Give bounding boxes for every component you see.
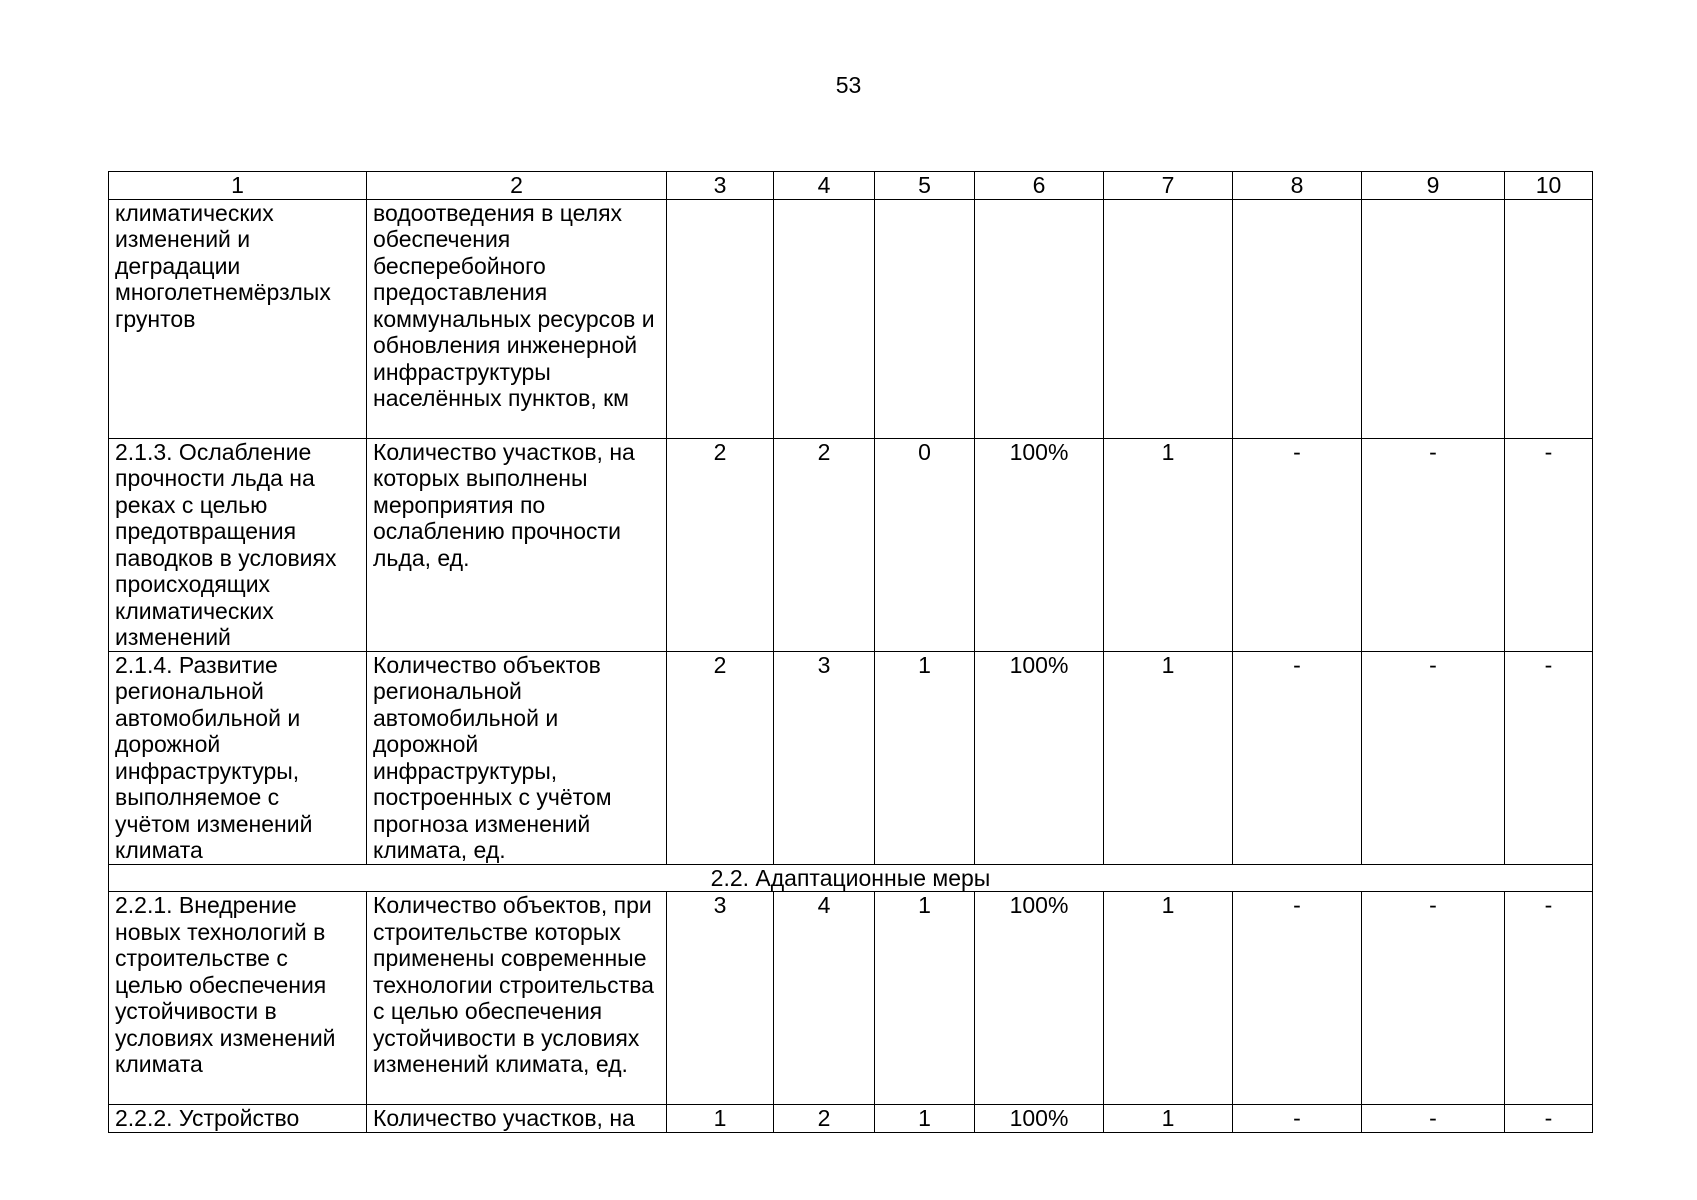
value-cell: 1 bbox=[1104, 651, 1233, 864]
value-cell: 2 bbox=[667, 651, 774, 864]
value-cell: - bbox=[1362, 892, 1505, 1105]
column-number-cell: 2 bbox=[367, 172, 667, 200]
value-cell: 2 bbox=[774, 1105, 875, 1133]
value-cell bbox=[1104, 199, 1233, 438]
measure-cell: 2.2.1. Внедрение новых технологий в строительстве с целью обеспечения устойчивости в условиях изменений климата bbox=[109, 892, 367, 1105]
value-cell: 2 bbox=[774, 438, 875, 651]
value-cell: - bbox=[1505, 651, 1593, 864]
value-cell: 1 bbox=[875, 651, 975, 864]
table-row bbox=[109, 438, 1593, 651]
value-cell: - bbox=[1505, 438, 1593, 651]
value-cell bbox=[1362, 199, 1505, 438]
column-number-cell: 7 bbox=[1104, 172, 1233, 200]
section-title: 2.2. Адаптационные меры bbox=[109, 864, 1593, 892]
value-cell: - bbox=[1505, 892, 1593, 1105]
value-cell: 100% bbox=[975, 651, 1104, 864]
value-cell: 3 bbox=[667, 892, 774, 1105]
value-cell: - bbox=[1362, 651, 1505, 864]
value-cell: 1 bbox=[875, 1105, 975, 1133]
measure-cell: 2.1.4. Развитие региональной автомобильной и дорожной инфраструктуры, выполняемое с учётом изменений климата bbox=[109, 651, 367, 864]
value-cell: 100% bbox=[975, 438, 1104, 651]
table-row bbox=[109, 892, 1593, 1105]
table-row bbox=[109, 199, 1593, 438]
value-cell: 3 bbox=[774, 651, 875, 864]
value-cell: - bbox=[1505, 1105, 1593, 1133]
value-cell bbox=[875, 199, 975, 438]
column-number-cell: 3 bbox=[667, 172, 774, 200]
value-cell: 1 bbox=[667, 1105, 774, 1133]
value-cell: 2 bbox=[667, 438, 774, 651]
value-cell: 1 bbox=[1104, 1105, 1233, 1133]
value-cell: - bbox=[1362, 438, 1505, 651]
value-cell: - bbox=[1233, 1105, 1362, 1133]
indicator-cell: Количество участков, на которых выполнены мероприятия по ослаблению прочности льда, ед. bbox=[367, 438, 667, 651]
value-cell: - bbox=[1233, 651, 1362, 864]
value-cell bbox=[667, 199, 774, 438]
value-cell: 1 bbox=[1104, 438, 1233, 651]
column-number-cell: 10 bbox=[1505, 172, 1593, 200]
measure-cell: климатических изменений и деградации многолетнемёрзлых грунтов bbox=[109, 199, 367, 438]
value-cell bbox=[774, 199, 875, 438]
column-number-cell: 4 bbox=[774, 172, 875, 200]
value-cell: 1 bbox=[875, 892, 975, 1105]
section-header-row bbox=[109, 864, 1593, 892]
table-row bbox=[109, 651, 1593, 864]
indicator-cell: Количество объектов региональной автомобильной и дорожной инфраструктуры, построенных с учётом прогноза изменений климата, ед. bbox=[367, 651, 667, 864]
indicator-cell: Количество участков, на bbox=[367, 1105, 667, 1133]
indicator-cell: водоотведения в целях обеспечения бесперебойного предоставления коммунальных ресурсов и обновления инженерной инфраструктуры населённых пунктов, км bbox=[367, 199, 667, 438]
table-row bbox=[109, 1105, 1593, 1133]
column-number-cell: 9 bbox=[1362, 172, 1505, 200]
column-number-cell: 6 bbox=[975, 172, 1104, 200]
indicator-cell: Количество объектов, при строительстве которых применены современные технологии строительства с целью обеспечения устойчивости в условиях изменений климата, ед. bbox=[367, 892, 667, 1105]
value-cell: - bbox=[1362, 1105, 1505, 1133]
data-table bbox=[108, 171, 1593, 1133]
column-number-row bbox=[109, 172, 1593, 200]
value-cell: - bbox=[1233, 438, 1362, 651]
column-number-cell: 8 bbox=[1233, 172, 1362, 200]
measure-cell: 2.1.3. Ослабление прочности льда на реках с целью предотвращения паводков в условиях происходящих климатических изменений bbox=[109, 438, 367, 651]
value-cell bbox=[1233, 199, 1362, 438]
column-number-cell: 1 bbox=[109, 172, 367, 200]
value-cell: 1 bbox=[1104, 892, 1233, 1105]
value-cell: 0 bbox=[875, 438, 975, 651]
value-cell bbox=[1505, 199, 1593, 438]
value-cell: 4 bbox=[774, 892, 875, 1105]
value-cell bbox=[975, 199, 1104, 438]
measure-cell: 2.2.2. Устройство bbox=[109, 1105, 367, 1133]
page-number: 53 bbox=[835, 72, 862, 98]
column-number-cell: 5 bbox=[875, 172, 975, 200]
value-cell: - bbox=[1233, 892, 1362, 1105]
value-cell: 100% bbox=[975, 892, 1104, 1105]
value-cell: 100% bbox=[975, 1105, 1104, 1133]
